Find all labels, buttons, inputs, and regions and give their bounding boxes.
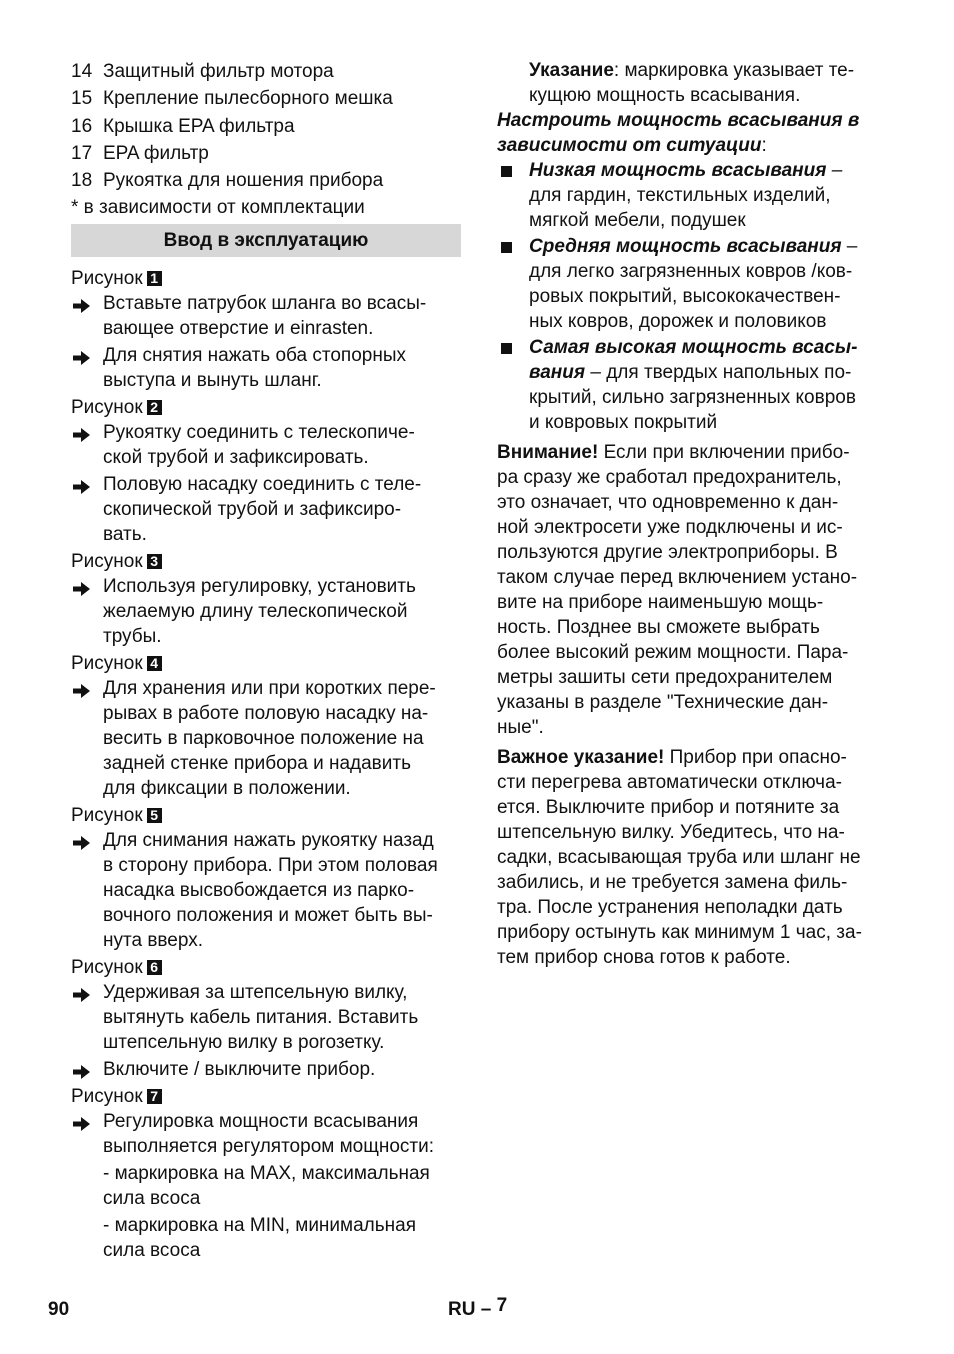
bullet-item: Низкая мощность всасывания – для гардин, текстильных изделий, мягкой мебели, подушек bbox=[497, 158, 887, 233]
dash-item: - маркировка на MIN, минимальная сила всоса bbox=[103, 1215, 416, 1262]
parts-list-item: 14 Защитный фильтр мотора bbox=[71, 61, 334, 82]
instruction-step: Регулировка мощности всасывания выполняется регулятором мощности: bbox=[71, 1109, 461, 1159]
figure-label: Рисунок 7 bbox=[71, 1084, 461, 1109]
figure-label: Рисунок 6 bbox=[71, 955, 461, 980]
figure-number-badge: 6 bbox=[147, 960, 162, 975]
hint-label: Указание bbox=[529, 60, 614, 81]
figure-number-badge: 4 bbox=[147, 656, 162, 671]
instruction-step: Включите / выключите прибор. bbox=[71, 1057, 461, 1082]
adjust-heading: Настроить мощность всасывания в зависимости от ситуации: bbox=[497, 110, 860, 156]
figure-number-badge: 5 bbox=[147, 808, 162, 823]
parts-note: * в зависимости от комплектации bbox=[71, 197, 365, 219]
instruction-step: Вставьте патрубок шланга во всасы- вающее отверстие и einrasten. bbox=[71, 291, 461, 341]
right-column bbox=[497, 58, 887, 970]
hint-text: кущюю мощность всасывания. bbox=[529, 85, 801, 106]
instruction-step: Для снимания нажать рукоятку назад в сторону прибора. При этом половая насадка высвобождается из парко- вочного положения и может быть вы- нута вверх. bbox=[71, 828, 461, 953]
figure-number-badge: 3 bbox=[147, 554, 162, 569]
figures-list bbox=[71, 266, 461, 1263]
figure-number-badge: 7 bbox=[147, 1089, 162, 1104]
arrow-right-icon bbox=[73, 579, 90, 595]
figure-label: Рисунок 3 bbox=[71, 549, 461, 574]
important-paragraph: Важное указание! Прибор при опасно- сти перегрева автоматически отключа- ется. Выключите прибор и потяните за штепсельную вилку. Убедитесь, что на- садки, всасывающая труба или шланг не забились, и не требуется замена филь- тра. После устранения неполадки дать прибору остынуть как минимум 1 час, за- тем прибор снова готов к работе. bbox=[497, 747, 862, 968]
instruction-step: Удерживая за штепсельную вилку, вытянуть кабель питания. Вставить штепсельную вилку в роrозетку. bbox=[71, 980, 461, 1055]
dash-item: - маркировка на MAX, максимальная сила всоса bbox=[103, 1163, 430, 1210]
paragraph-label: Внимание! bbox=[497, 442, 599, 463]
parts-list bbox=[71, 58, 461, 221]
figure-label: Рисунок 2 bbox=[71, 395, 461, 420]
section-heading: Ввод в эксплуатацию bbox=[71, 224, 461, 257]
arrow-right-icon bbox=[73, 425, 90, 441]
figure-label: Рисунок 5 bbox=[71, 803, 461, 828]
figure-label: Рисунок 4 bbox=[71, 651, 461, 676]
arrow-right-icon bbox=[73, 1062, 90, 1078]
instruction-step: Используя регулировку, установить желаемую длину телескопической трубы. bbox=[71, 574, 461, 649]
arrow-right-icon bbox=[73, 348, 90, 364]
arrow-right-icon bbox=[73, 833, 90, 849]
arrow-right-icon bbox=[73, 985, 90, 1001]
section-page-label: RU – 7 bbox=[448, 1295, 508, 1320]
arrow-right-icon bbox=[73, 477, 90, 493]
arrow-right-icon bbox=[73, 1114, 90, 1130]
parts-list-item: 15 Крепление пылесборного мешка bbox=[71, 88, 393, 110]
instruction-step: Для снятия нажать оба стопорных выступа и вынуть шланг. bbox=[71, 343, 461, 393]
page-number: 90 bbox=[48, 1299, 70, 1320]
bullet-item: Средняя мощность всасывания – для легко загрязненных ковров /ков- ровых покрытий, высококачествен- ных ковров, дорожек и половиков bbox=[497, 234, 887, 334]
left-column bbox=[71, 58, 461, 1265]
instruction-step: Половую насадку соединить с теле- скопической трубой и зафиксиро- вать. bbox=[71, 472, 461, 547]
arrow-right-icon bbox=[73, 681, 90, 697]
parts-list-item: 17 EPA фильтр bbox=[71, 142, 209, 164]
square-bullet-icon bbox=[501, 166, 512, 177]
instruction-step: Для хранения или при коротких пере- рывах в работе половую насадку на- весить в парковочное положение на задней стенке прибора и надавить для фиксации в положении. bbox=[71, 676, 461, 801]
hint-text: : маркировка указывает те- bbox=[613, 60, 855, 81]
square-bullet-icon bbox=[501, 343, 512, 354]
arrow-right-icon bbox=[73, 296, 90, 312]
instruction-step: Рукоятку соединить с телескопиче- ской трубой и зафиксировать. bbox=[71, 420, 461, 470]
hint-paragraph bbox=[497, 58, 887, 108]
bullet-item: Самая высокая мощность всасы- вания – для твердых напольных по- крытий, сильно загрязненных ковров и ковровых покрытий bbox=[497, 335, 887, 435]
parts-list-item: 18 Рукоятка для ношения прибора bbox=[71, 170, 384, 192]
attention-paragraph: Внимание! Если при включении прибо- ра сразу же сработал предохранитель, это означает, что одновременно к дан- ной электросети уже подключены и ис- пользуются другие электроприборы. В таком случае перед включением устано- вите на приборе наименьшую мощь- ность. Позднее вы сможете выбрать более высокий режим мощности. Пара- метры зашиты сети предохранителем указаны в разделе "Технические дан- ные". bbox=[497, 442, 858, 738]
square-bullet-icon bbox=[501, 242, 512, 253]
figure-number-badge: 2 bbox=[147, 400, 162, 415]
figure-label: Рисунок 1 bbox=[71, 266, 461, 291]
paragraph-label: Важное указание! bbox=[497, 747, 665, 768]
figure-number-badge: 1 bbox=[147, 271, 162, 286]
parts-list-item: 16 Крышка EPA фильтра bbox=[71, 115, 295, 137]
